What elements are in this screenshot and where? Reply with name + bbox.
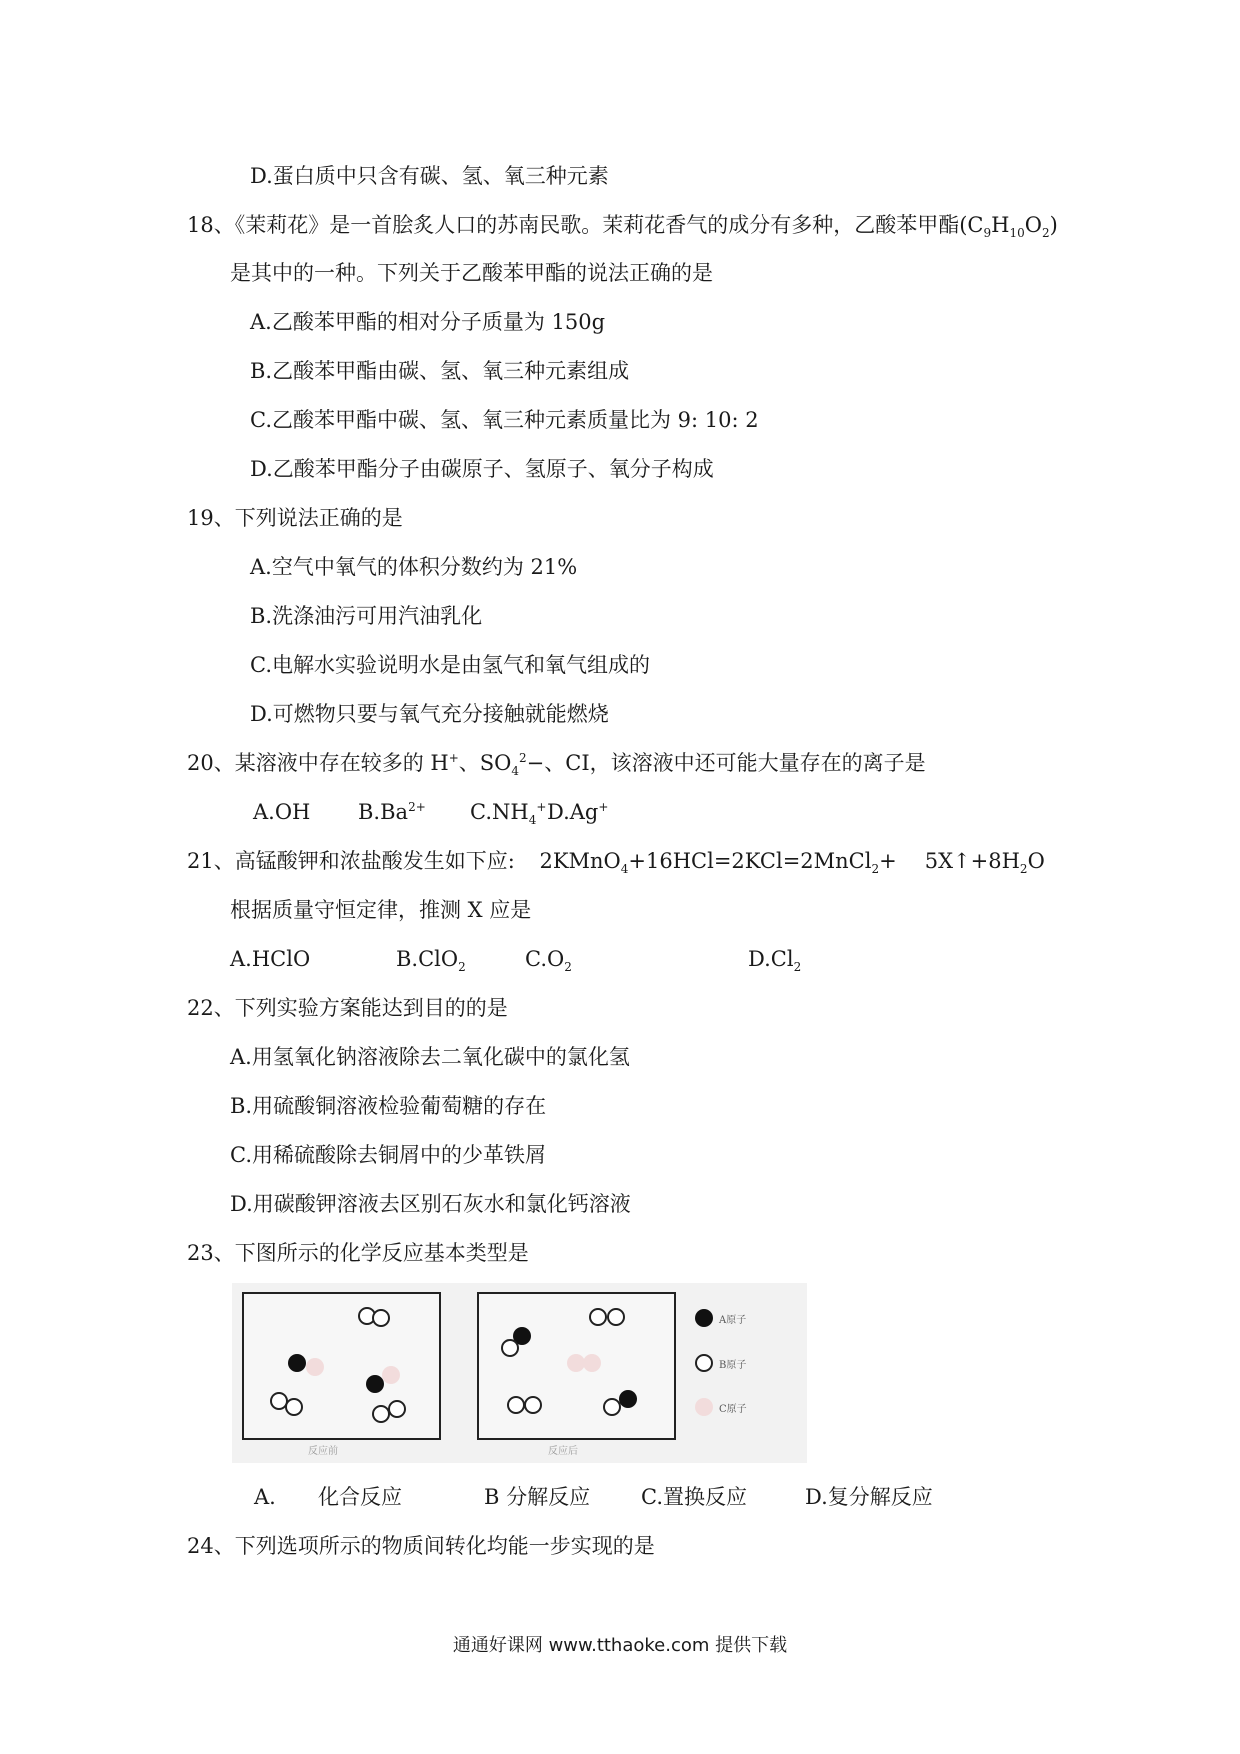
b-atom xyxy=(372,1309,390,1327)
legend-c-label: C原子 xyxy=(719,1404,747,1415)
c-atom xyxy=(583,1354,601,1372)
q23-option-a: 化合反应 xyxy=(318,1485,402,1509)
q21-stem-text: 21、高锰酸钾和浓盐酸发生如下应: xyxy=(187,849,515,873)
superscript: + xyxy=(536,800,547,814)
q18-stem-line2: 是其中的一种。下列关于乙酸苯甲酯的说法正确的是 xyxy=(230,261,713,285)
q21-option-a: A.HClO xyxy=(230,947,311,971)
equation-part: +16HCl=2KCl=2MnCl xyxy=(628,849,872,873)
q18-stem-text: 18、《茉莉花》是一首脍炙人口的苏南民歌。茉莉花香气的成分有多种，乙酸苯甲酯(C xyxy=(187,213,984,237)
q21-option-d xyxy=(748,945,801,973)
q20-stem-text: −、CI，该溶液中还可能大量存在的离子是 xyxy=(526,751,926,775)
subscript: 4 xyxy=(528,813,537,828)
subscript: 2 xyxy=(793,960,802,975)
after-reaction-box xyxy=(477,1292,676,1440)
subscript: 4 xyxy=(620,862,629,877)
q22-option-c: C.用稀硫酸除去铜屑中的少革铁屑 xyxy=(230,1143,546,1167)
q18-option-b: B.乙酸苯甲酯由碳、氢、氧三种元素组成 xyxy=(250,359,630,383)
subscript: 2 xyxy=(1041,226,1050,241)
b-atom xyxy=(507,1396,525,1414)
subscript: 2 xyxy=(1019,862,1028,877)
subscript: 9 xyxy=(983,226,992,241)
q23-option-d: D.复分解反应 xyxy=(805,1485,933,1509)
b-atom xyxy=(388,1400,406,1418)
q24-stem: 24、下列选项所示的物质间转化均能一步实现的是 xyxy=(187,1534,655,1558)
superscript: + xyxy=(598,800,609,814)
subscript: 2 xyxy=(871,862,880,877)
formula-part: ) xyxy=(1049,213,1058,237)
a-atom xyxy=(619,1390,637,1408)
before-caption: 反应前 xyxy=(308,1446,338,1457)
q22-option-d: D.用碳酸钾溶液去区别石灰水和氯化钙溶液 xyxy=(230,1192,631,1216)
a-atom xyxy=(288,1354,306,1372)
before-reaction-box xyxy=(242,1292,441,1440)
q23-option-b: B 分解反应 xyxy=(484,1485,591,1509)
option-text: B.Ba xyxy=(358,800,409,824)
subscript: 10 xyxy=(1009,226,1025,241)
q20-option-c xyxy=(470,798,546,826)
legend-b-atom-icon xyxy=(695,1354,713,1372)
equation-part: O xyxy=(1027,849,1045,873)
option-text: D.Ag xyxy=(547,800,599,824)
q21-stem-line2: 根据质量守恒定律，推测 X 应是 xyxy=(230,898,532,922)
q19-option-b: B.洗涤油污可用汽油乳化 xyxy=(250,604,483,628)
option-text: B.ClO xyxy=(396,947,459,971)
q21-option-c xyxy=(525,945,572,973)
subscript: 2 xyxy=(458,960,466,975)
option-text: C.NH xyxy=(470,800,529,824)
q19-option-d: D.可燃物只要与氧气充分接触就能燃烧 xyxy=(250,702,609,726)
q19-option-c: C.电解水实验说明水是由氢气和氧气组成的 xyxy=(250,653,650,677)
q18-option-d: D.乙酸苯甲酯分子由碳原子、氢原子、氧分子构成 xyxy=(250,457,714,481)
a-atom xyxy=(366,1375,384,1393)
q23-option-c: C.置换反应 xyxy=(641,1485,747,1509)
superscript: 2+ xyxy=(408,800,426,814)
formula-part: O xyxy=(1024,213,1042,237)
c-atom xyxy=(382,1366,400,1384)
equation-part: 2KMnO xyxy=(539,849,621,873)
q23-option-a-letter: A. xyxy=(254,1485,276,1509)
option-text: C.O xyxy=(525,947,565,971)
b-atom xyxy=(589,1308,607,1326)
legend-c-atom-icon xyxy=(695,1398,713,1416)
page-footer: 通通好课网 www.tthaoke.com 提供下载 xyxy=(452,1635,788,1656)
subscript: 2 xyxy=(564,960,572,975)
formula-part: H xyxy=(991,213,1010,237)
q19-option-a: A.空气中氧气的体积分数约为 21% xyxy=(250,555,578,579)
equation-part: 5X↑+8H xyxy=(924,849,1020,873)
q18-option-c: C.乙酸苯甲酯中碳、氢、氧三种元素质量比为 9: 10: 2 xyxy=(250,408,759,432)
q18-option-a: A.乙酸苯甲酯的相对分子质量为 150g xyxy=(250,310,606,334)
q20-stem-text: 20、某溶液中存在较多的 H xyxy=(187,751,449,775)
legend-b-label: B原子 xyxy=(719,1360,747,1371)
q21-equation xyxy=(539,849,1045,877)
b-atom xyxy=(501,1339,519,1357)
reaction-figure xyxy=(232,1283,807,1463)
q20-stem-text: 、SO xyxy=(458,751,512,775)
after-caption: 反应后 xyxy=(548,1446,578,1457)
q20-stem xyxy=(187,749,926,777)
q20-option-d xyxy=(547,798,608,826)
q23-stem: 23、下图所示的化学反应基本类型是 xyxy=(187,1241,529,1265)
q20-option-b xyxy=(358,798,426,826)
q22-option-a: A.用氢氧化钠溶液除去二氧化碳中的氯化氢 xyxy=(230,1045,630,1069)
subscript: 4 xyxy=(511,764,520,779)
option-text: D.Cl xyxy=(748,947,794,971)
q22-stem: 22、下列实验方案能达到目的的是 xyxy=(187,996,508,1020)
equation-part: + xyxy=(879,849,897,873)
legend-a-label: A原子 xyxy=(719,1315,747,1326)
b-atom xyxy=(285,1398,303,1416)
q21-option-b xyxy=(396,945,466,973)
legend-a-atom-icon xyxy=(695,1309,713,1327)
superscript: + xyxy=(448,751,459,765)
q19-stem: 19、下列说法正确的是 xyxy=(187,506,403,530)
superscript: 2 xyxy=(519,751,527,765)
b-atom xyxy=(607,1308,625,1326)
q21-stem xyxy=(187,847,1045,875)
q17-option-d: D.蛋白质中只含有碳、氢、氧三种元素 xyxy=(250,164,609,188)
b-atom xyxy=(524,1396,542,1414)
q18-stem-line1 xyxy=(187,211,1058,239)
q20-option-a: A.OH xyxy=(253,800,311,824)
c-atom xyxy=(306,1358,324,1376)
q22-option-b: B.用硫酸铜溶液检验葡萄糖的存在 xyxy=(230,1094,547,1118)
